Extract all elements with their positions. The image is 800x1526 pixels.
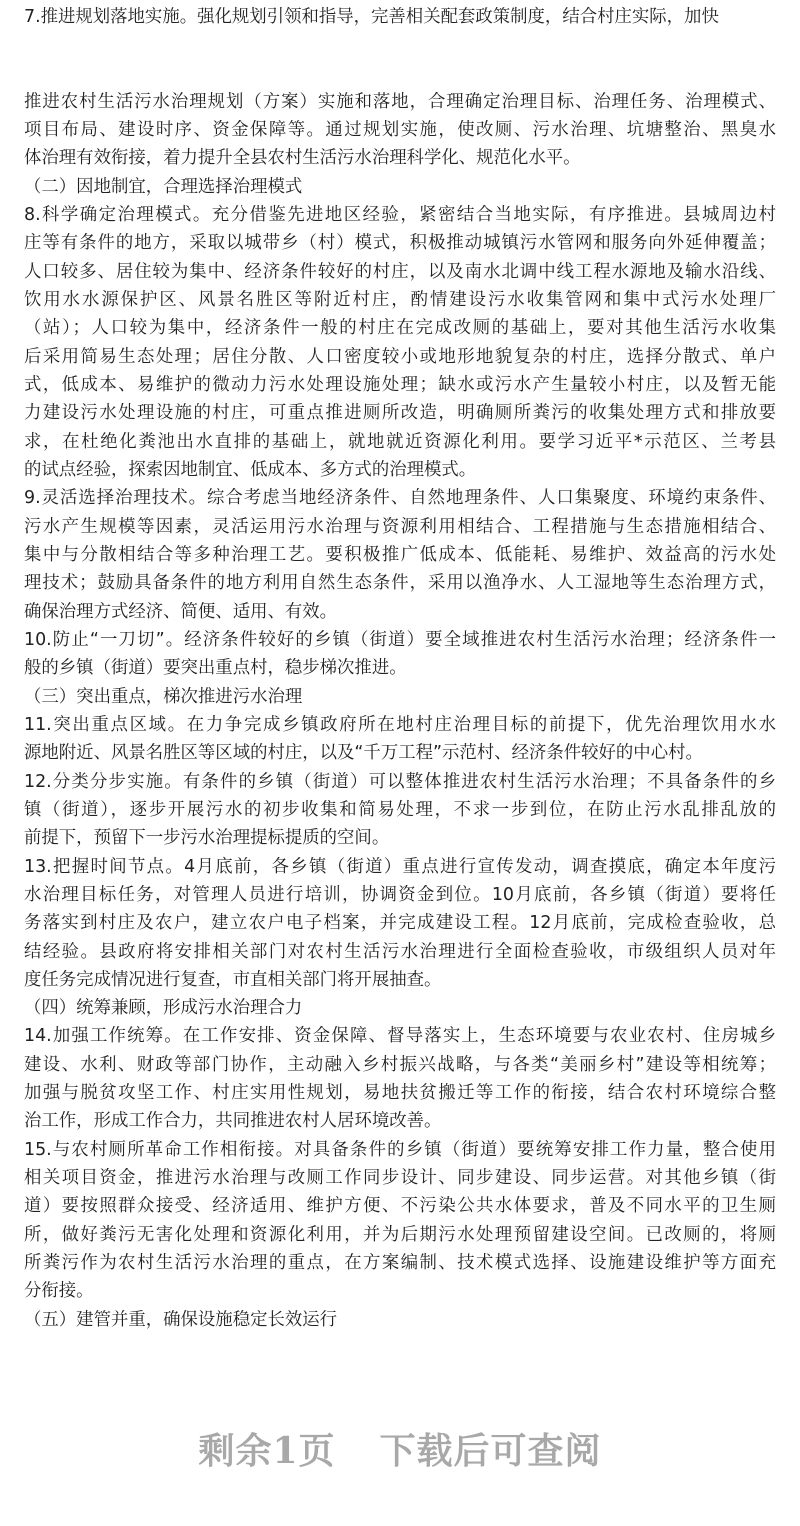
download-to-view-label: 下载后可查阅 [379, 1430, 602, 1472]
text-line: 推进农村生活污水治理规划（方案）实施和落地，合理确定治理目标、治理任务、治理模式、 [24, 91, 776, 112]
text-line: 13.把握时间节点。4月底前，各乡镇（街道）重点进行宣传发动，调查摸底，确定本年度污 [24, 856, 776, 877]
blank-gap [24, 32, 776, 88]
text-line: 的试点经验，探索因地制宜、低成本、多方式的治理模式。 [24, 459, 477, 480]
text-line: 8.科学确定治理模式。充分借鉴先进地区经验，紧密结合当地实际，有序推进。县城周边村 [24, 204, 776, 225]
paragraph [24, 1136, 776, 1306]
text-line: 源地附近、风景名胜区等区域的村庄，以及“千万工程”示范村、经济条件较好的中心村。 [24, 743, 703, 764]
text-line: 般的乡镇（街道）要突出重点村，稳步梯次推进。 [24, 658, 407, 679]
paragraph [24, 768, 776, 853]
paragraph [24, 1022, 776, 1135]
section-heading [24, 994, 776, 1022]
text-line: 加强与脱贫攻坚工作、村庄实用性规划，易地扶贫搬迁等工作的衔接，结合农村环境综合整 [24, 1083, 776, 1104]
text-line: 前提下，预留下一步污水治理提标提质的空间。 [24, 828, 390, 849]
text-line: 14.加强工作统筹。在工作安排、资金保障、督导落实上，生态环境要与农业农村、住房城乡 [24, 1026, 776, 1047]
text-line: （四）统筹兼顾，形成污水治理合力 [24, 998, 303, 1019]
text-line: 项目布局、建设时序、资金保障等。通过规划实施，使改厕、污水治理、坑塘整治、黑臭水 [24, 119, 776, 140]
paragraph [24, 853, 776, 995]
text-line: 度任务完成情况进行复查，市直相关部门将开展抽查。 [24, 969, 442, 990]
text-line: 人口较多、居住较为集中、经济条件较好的村庄，以及南水北调中线工程水源地及输水沿线、 [24, 261, 776, 282]
text-line: 结经验。县政府将安排相关部门对农村生活污水治理进行全面检查验收，市级组织人员对年 [24, 941, 776, 962]
section-heading [24, 173, 776, 201]
section-heading [24, 683, 776, 711]
text-line: 污水产生规模等因素，灵活运用污水治理与资源利用相结合、工程措施与生态措施相结合、 [24, 516, 776, 537]
text-line: 庄等有条件的地方，采取以城带乡（村）模式，积极推动城镇污水管网和服务向外延伸覆盖； [24, 233, 776, 254]
text-line: （五）建管并重，确保设施稳定长效运行 [24, 1309, 338, 1330]
text-line: 水治理目标任务，对管理人员进行培训，协调资金到位。10月底前，各乡镇（街道）要将任 [24, 884, 776, 905]
text-line: 求，在杜绝化粪池出水直排的基础上，就地就近资源化利用。要学习近平*示范区、兰考县 [24, 431, 776, 452]
text-line: 10.防止“一刀切”。经济条件较好的乡镇（街道）要全域推进农村生活污水治理；经济条件一 [24, 629, 776, 650]
text-line: 分衔接。 [24, 1281, 94, 1302]
paragraph [24, 201, 776, 484]
paragraph [24, 88, 776, 173]
text-line: （三）突出重点，梯次推进污水治理 [24, 686, 303, 707]
text-line: 治工作，形成工作合力，共同推进农村人居环境改善。 [24, 1111, 442, 1132]
text-line: 12.分类分步实施。有条件的乡镇（街道）可以整体推进农村生活污水治理；不具备条件的乡 [24, 771, 776, 792]
text-line: 后采用简易生态处理；居住分散、人口密度较小或地形地貌复杂的村庄，选择分散式、单户 [24, 346, 776, 367]
text-line: 饮用水水源保护区、风景名胜区等附近村庄，酌情建设污水收集管网和集中式污水处理厂 [24, 289, 776, 310]
document-body [24, 0, 776, 1334]
section-heading [24, 1306, 776, 1334]
paragraph [24, 3, 776, 31]
text-line: 理技术；鼓励具备条件的地方利用自然生态条件，采用以渔净水、人工湿地等生态治理方式， [24, 573, 776, 594]
text-line: 式，低成本、易维护的微动力污水处理设施处理；缺水或污水产生量较小村庄，以及暂无能 [24, 374, 776, 395]
text-line: （二）因地制宜，合理选择治理模式 [24, 176, 303, 197]
text-line: 道）要按照群众接受、经济适用、维护方便、不污染公共水体要求，普及不同水平的卫生厕 [24, 1196, 776, 1217]
text-line: （站）；人口较为集中，经济条件一般的村庄在完成改厕的基础上，要对其他生活污水收集 [24, 318, 776, 339]
download-prompt[interactable] [0, 1423, 800, 1474]
remaining-pages-label: 剩余1页 [198, 1430, 336, 1472]
text-line: 所，做好粪污无害化处理和资源化利用，并为后期污水处理预留建设空间。已改厕的，将厕 [24, 1224, 776, 1245]
text-line: 务落实到村庄及农户，建立农户电子档案，并完成建设工程。12月底前，完成检查验收，总 [24, 913, 776, 934]
text-line: 15.与农村厕所革命工作相衔接。对具备条件的乡镇（街道）要统筹安排工作力量，整合使用 [24, 1139, 776, 1160]
paragraph [24, 711, 776, 768]
text-line: 建设、水利、财政等部门协作，主动融入乡村振兴战略，与各类“美丽乡村”建设等相统筹； [24, 1054, 776, 1075]
text-line: 相关项目资金，推进污水治理与改厕工作同步设计、同步建设、同步运营。对其他乡镇（街 [24, 1168, 776, 1189]
text-line: 集中与分散相结合等多种治理工艺。要积极推广低成本、低能耗、易维护、效益高的污水处 [24, 544, 776, 565]
text-line: 所粪污作为农村生活污水治理的重点，在方案编制、技术模式选择、设施建设维护等方面充 [24, 1253, 776, 1274]
text-line: 7.推进规划落地实施。强化规划引领和指导，完善相关配套政策制度，结合村庄实际，加快 [24, 7, 719, 28]
text-line: 力建设污水处理设施的村庄，可重点推进厕所改造，明确厕所粪污的收集处理方式和排放要 [24, 403, 776, 424]
paragraph [24, 484, 776, 626]
text-line: 9.灵活选择治理技术。综合考虑当地经济条件、自然地理条件、人口集聚度、环境约束条件、 [24, 488, 776, 509]
text-line: 镇（街道），逐步开展污水的初步收集和简易处理，不求一步到位，在防止污水乱排乱放的 [24, 799, 776, 820]
paragraph [24, 626, 776, 683]
text-line: 确保治理方式经济、简便、适用、有效。 [24, 601, 338, 622]
text-line: 11.突出重点区域。在力争完成乡镇政府所在地村庄治理目标的前提下，优先治理饮用水水 [24, 714, 776, 735]
text-line: 体治理有效衔接，着力提升全县农村生活污水治理科学化、规范化水平。 [24, 148, 581, 169]
